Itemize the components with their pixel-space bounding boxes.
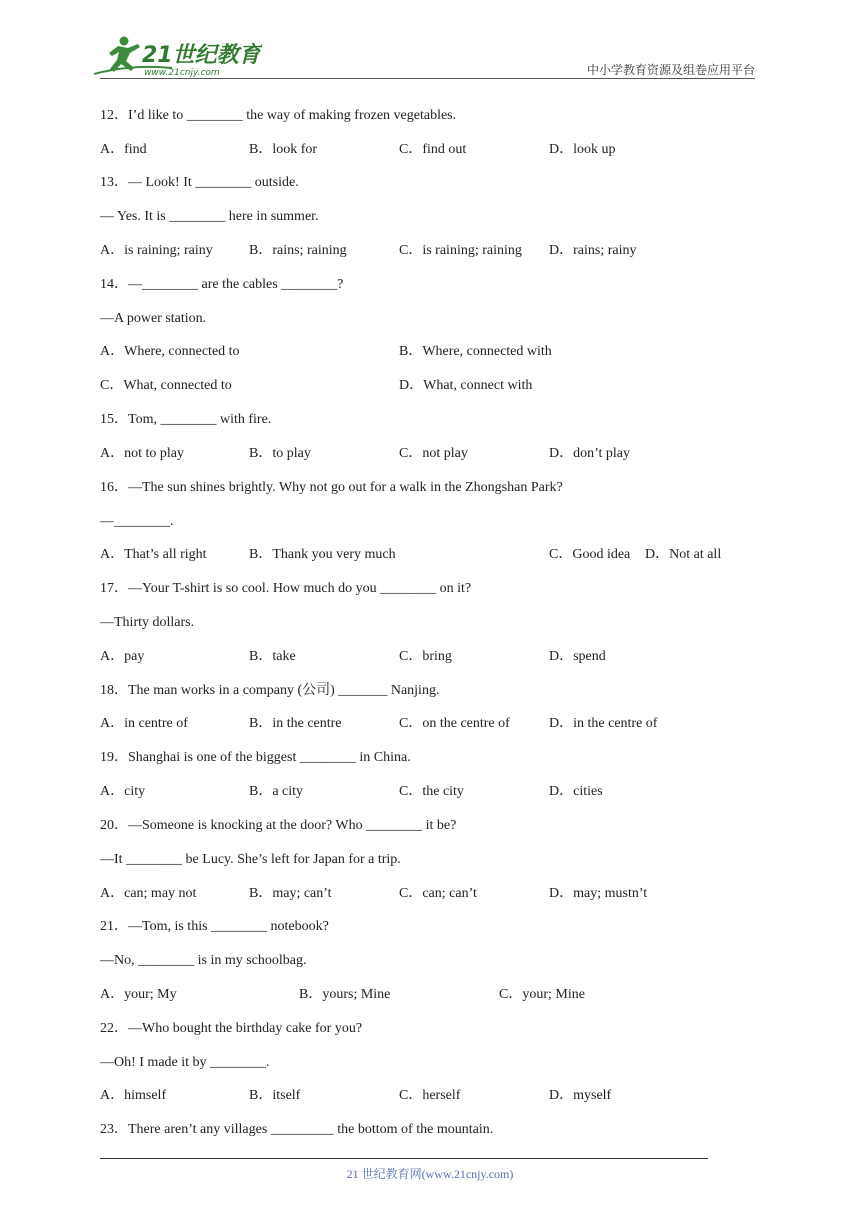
q12-option-a: A．find	[100, 142, 147, 157]
q22-option-a: A．himself	[100, 1088, 167, 1103]
question-21-reply: —No, ________ is in my schoolbag.	[100, 953, 307, 968]
question-16-reply: —________.	[100, 514, 174, 529]
logo-url: www.21cnjy.com	[144, 68, 220, 78]
question-23-stem: 23．There aren’t any villages _________ the bottom of the mountain.	[100, 1122, 494, 1137]
question-13-reply: — Yes. It is ________ here in summer.	[100, 209, 319, 224]
q12-option-c: C．find out	[399, 142, 467, 157]
q19-option-b: B．a city	[249, 784, 304, 799]
q19-option-c: C．the city	[399, 784, 464, 799]
q19-option-a: A．city	[100, 784, 146, 799]
site-logo	[92, 34, 262, 80]
question-20-reply: —It ________ be Lucy. She’s left for Japan for a trip.	[100, 852, 401, 867]
question-13-stem: 13．— Look! It ________ outside.	[100, 175, 299, 190]
question-22-stem: 22．—Who bought the birthday cake for you?	[100, 1021, 363, 1036]
q16-option-b: B．Thank you very much	[249, 547, 396, 562]
q16-option-a: A．That’s all right	[100, 547, 207, 562]
q18-option-c: C．on the centre of	[399, 716, 510, 731]
q13-option-a: A．is raining; rainy	[100, 243, 213, 258]
question-19-stem: 19．Shanghai is one of the biggest ________ in China.	[100, 750, 411, 765]
q12-option-b: B．look for	[249, 142, 318, 157]
q22-option-b: B．itself	[249, 1088, 301, 1103]
question-18-stem: 18．The man works in a company (公司) _______ Nanjing.	[100, 683, 440, 698]
q15-option-b: B．to play	[249, 446, 311, 461]
q19-option-d: D．cities	[549, 784, 603, 799]
page-header	[0, 0, 860, 90]
footer-source: 21 世纪教育网(www.21cnjy.com)	[346, 1167, 514, 1181]
question-15-stem: 15．Tom, ________ with fire.	[100, 412, 272, 427]
q22-option-c: C．herself	[399, 1088, 461, 1103]
q13-option-d: D．rains; rainy	[549, 243, 637, 258]
q13-option-c: C．is raining; raining	[399, 243, 522, 258]
q13-option-b: B．rains; raining	[249, 243, 347, 258]
question-21-stem: 21．—Tom, is this ________ notebook?	[100, 919, 329, 934]
q17-option-b: B．take	[249, 649, 296, 664]
q12-option-d: D．look up	[549, 142, 616, 157]
question-20-stem: 20．—Someone is knocking at the door? Who ________ it be?	[100, 818, 457, 833]
q20-option-a: A．can; may not	[100, 886, 197, 901]
q18-option-d: D．in the centre of	[549, 716, 658, 731]
q18-option-a: A．in centre of	[100, 716, 188, 731]
q15-option-d: D．don’t play	[549, 446, 631, 461]
question-16-stem: 16．—The sun shines brightly. Why not go out for a walk in the Zhongshan Park?	[100, 480, 563, 495]
question-17-reply: —Thirty dollars.	[100, 615, 195, 630]
platform-label: 中小学教育资源及组卷应用平台	[586, 63, 755, 77]
q21-option-a: A．your; My	[100, 987, 177, 1002]
q21-option-b: B．yours; Mine	[299, 987, 391, 1002]
q15-option-c: C．not play	[399, 446, 468, 461]
question-17-stem: 17．—Your T-shirt is so cool. How much do you ________ on it?	[100, 581, 472, 596]
question-12-stem: 12．I’d like to ________ the way of making frozen vegetables.	[100, 108, 457, 123]
logo-text: 21世纪教育	[142, 43, 261, 68]
q14-option-c: C．What, connected to	[100, 378, 232, 393]
footer-divider	[100, 1158, 708, 1159]
question-14-reply: —A power station.	[100, 311, 207, 326]
q20-option-d: D．may; mustn’t	[549, 886, 648, 901]
q16-option-c: C．Good idea	[549, 547, 631, 562]
q17-option-c: C．bring	[399, 649, 452, 664]
q17-option-a: A．pay	[100, 649, 145, 664]
logo-runner-icon	[92, 34, 262, 80]
q21-option-c: C．your; Mine	[499, 987, 585, 1002]
q14-option-d: D．What, connect with	[399, 378, 533, 393]
q17-option-d: D．spend	[549, 649, 606, 664]
header-divider	[100, 78, 755, 79]
q14-option-a: A．Where, connected to	[100, 344, 240, 359]
question-14-stem: 14．—________ are the cables ________?	[100, 277, 344, 292]
q18-option-b: B．in the centre	[249, 716, 342, 731]
q15-option-a: A．not to play	[100, 446, 184, 461]
q20-option-b: B．may; can’t	[249, 886, 332, 901]
question-22-reply: —Oh! I made it by ________.	[100, 1055, 270, 1070]
q22-option-d: D．myself	[549, 1088, 612, 1103]
q20-option-c: C．can; can’t	[399, 886, 477, 901]
q16-option-d: D．Not at all	[645, 547, 722, 562]
q14-option-b: B．Where, connected with	[399, 344, 552, 359]
